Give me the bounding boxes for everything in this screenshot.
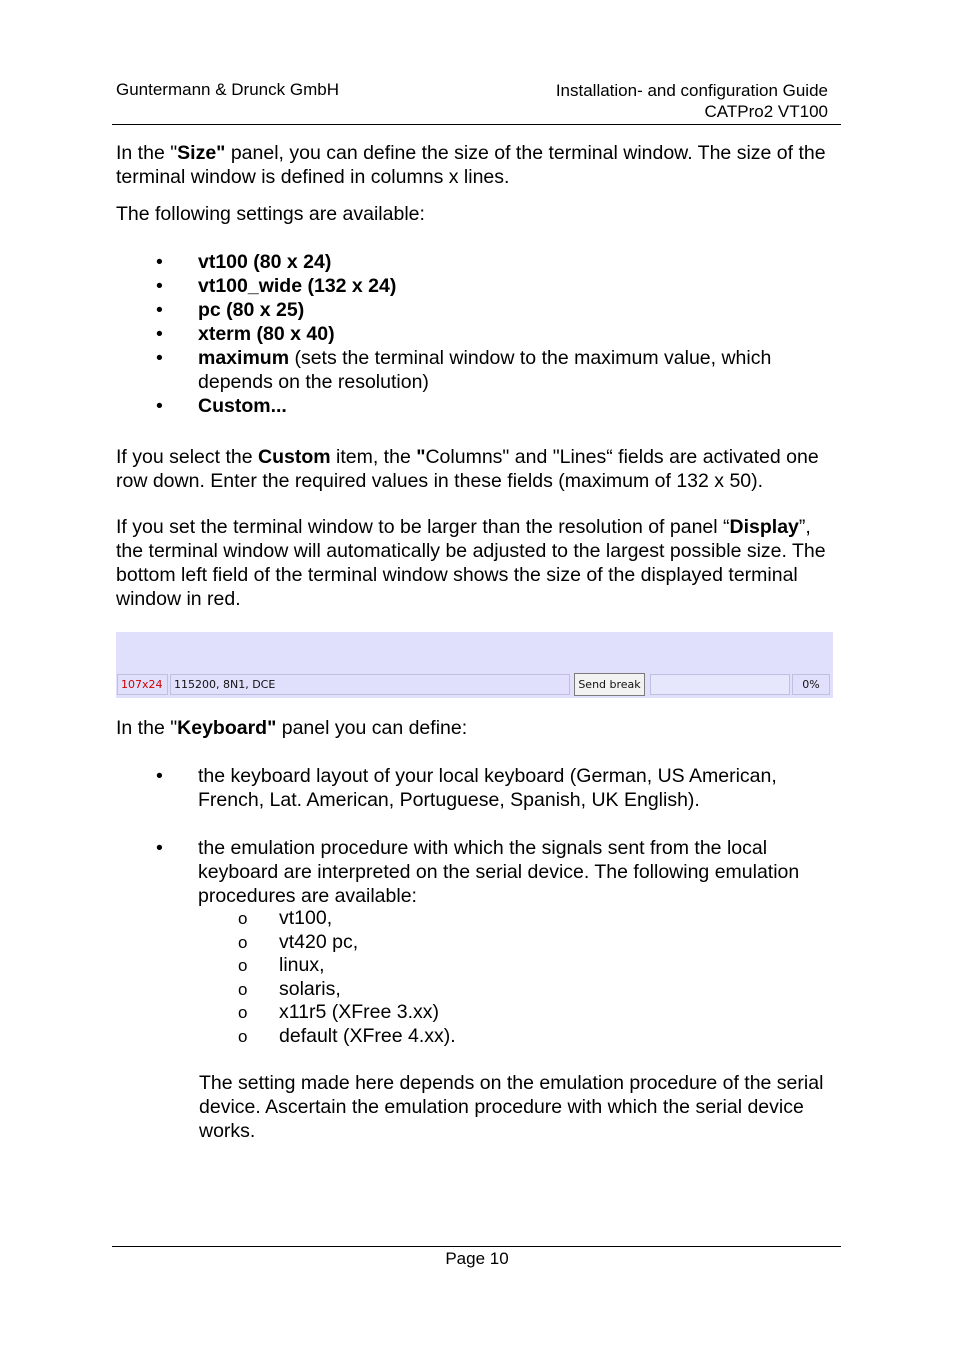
size-intro: In the "Size" panel, you can define the size of the terminal window. The size of the terminal window is defined in columns x lines. — [116, 142, 826, 188]
list-item: o vt100, — [238, 907, 333, 929]
list-item: • pc (80 x 25) — [156, 299, 305, 321]
list-item: • vt100 (80 x 24) — [156, 251, 332, 273]
list-item: • vt100_wide (132 x 24) — [156, 275, 397, 297]
list-item: o vt420 pc, — [238, 930, 359, 953]
progress-bar — [650, 674, 790, 695]
keyboard-list-2 — [116, 836, 841, 908]
display-paragraph: If you set the terminal window to be larger than the resolution of panel “Display”, the terminal window will automatically be adjusted to the largest possible size. The bottom left field of the terminal window shows the size of the displayed terminal window in red. — [116, 516, 826, 610]
list-item: o linux, — [238, 954, 325, 976]
list-item: • Custom... — [156, 395, 287, 417]
keyboard-intro: In the "Keyboard" panel you can define: — [116, 717, 468, 739]
keyboard-list-1 — [116, 764, 841, 812]
list-item: • xterm (80 x 40) — [156, 323, 335, 345]
header-company: Guntermann & Drunck GmbH — [116, 80, 339, 99]
list-item: • the keyboard layout of your local keyboard (German, US American, French, Lat. American, Portuguese, Spanish, UK English). — [156, 765, 777, 811]
available-settings: The following settings are available: — [116, 203, 425, 225]
connection-settings-field: 115200, 8N1, DCE — [170, 674, 570, 695]
terminal-size-field: 107x24 — [117, 674, 168, 695]
list-item: • maximum (sets the terminal window to the maximum value, which depends on the resolution) — [156, 347, 772, 393]
header-rule — [112, 124, 841, 125]
header-right — [556, 80, 828, 122]
progress-percent: 0% — [792, 674, 830, 695]
header-product: CATPro2 VT100 — [704, 102, 828, 121]
page-number: Page 10 — [445, 1249, 509, 1268]
emulation-note: The setting made here depends on the emulation procedure of the serial device. Ascertain the emulation procedure with which the serial device works. — [199, 1072, 824, 1142]
terminal-status-bar-screenshot — [116, 632, 833, 698]
list-item: o default (XFree 4.xx). — [238, 1024, 456, 1047]
footer-rule — [112, 1246, 841, 1247]
custom-paragraph: If you select the Custom item, the "Columns" and "Lines“ fields are activated one row down. Enter the required values in these fields (maximum of 132 x 50). — [116, 446, 819, 492]
send-break-button[interactable]: Send break — [574, 673, 645, 696]
emulation-list — [236, 907, 456, 1048]
list-item: • the emulation procedure with which the signals sent from the local keyboard are interpreted on the serial device. The following emulation procedures are available: — [156, 837, 800, 907]
status-row — [116, 672, 833, 698]
header-guide-title: Installation- and configuration Guide — [555, 81, 828, 100]
list-item: o x11r5 (XFree 3.xx) — [238, 1001, 440, 1023]
size-options-list — [116, 250, 841, 418]
list-item: o solaris, — [238, 977, 341, 1000]
